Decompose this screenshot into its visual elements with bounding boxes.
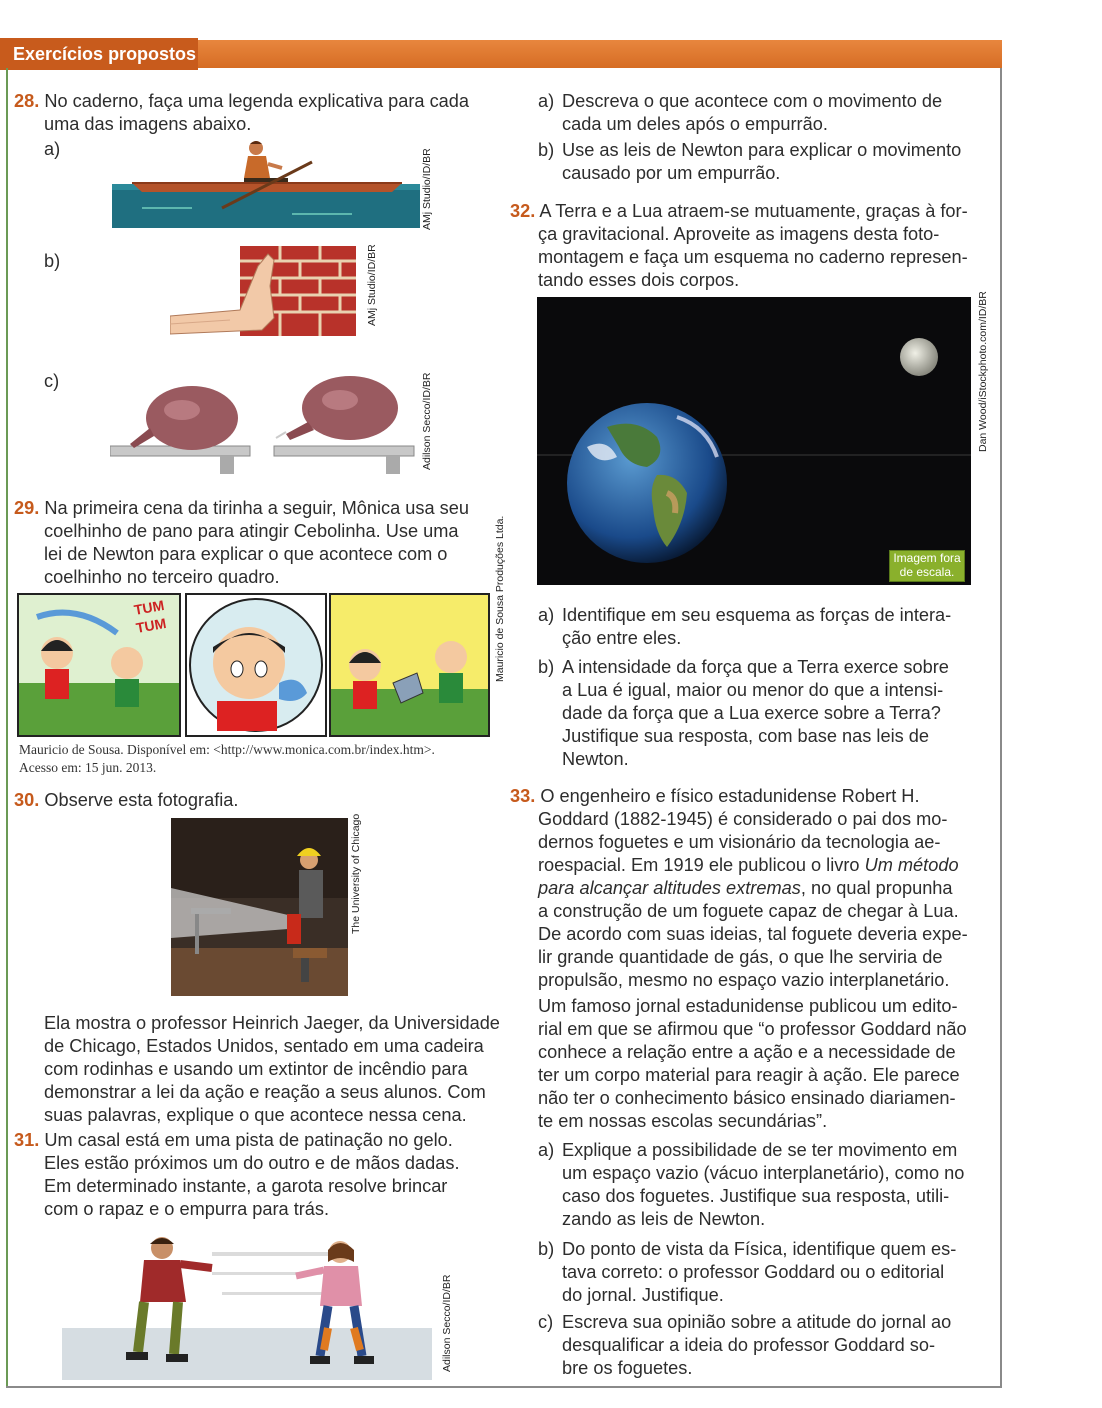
hand-wall-illustration (170, 246, 360, 336)
q32-b-line2: a Lua é igual, maior ou menor do que a intensi- (562, 680, 944, 700)
section-title: Exercícios propostos (0, 38, 198, 70)
balloon-illustration (110, 366, 416, 474)
q33-c-line1: Escreva sua opinião sobre a atitude do jornal ao (562, 1312, 952, 1332)
q31-line4: com o rapaz e o empurra para trás. (44, 1199, 330, 1219)
q33-c-label: c) (538, 1312, 554, 1332)
q31-line3: Em determinado instante, a garota resolve brincar (44, 1176, 448, 1196)
q33-line4 (538, 854, 959, 877)
q31-line2: Eles estão próximos um do outro e de mãos dadas. (44, 1153, 460, 1173)
q33-line4-text: roespacial. Em 1919 ele publicou o livro (538, 855, 865, 875)
q30-line4: com rodinhas e usando um extintor de incêndio para (44, 1059, 468, 1079)
q33-a-line3: caso dos foguetes. Justifique sua resposta, utili- (562, 1186, 950, 1206)
q30-line5: demonstrar a lei da ação e reação a seus alunos. Com (44, 1082, 486, 1102)
q31-a-line1: Descreva o que acontece com o movimento de (562, 91, 943, 111)
badge-line2: de escala. (899, 565, 955, 579)
q33-line15: te em nossas escolas secundárias”. (538, 1111, 828, 1131)
q33-b-line3: do jornal. Justifique. (562, 1285, 724, 1305)
q33-line11: rial em que se afirmou que “o professor Goddard não (538, 1019, 967, 1039)
credit-28b: AMj Studio/ID/BR (366, 244, 378, 326)
frame-left (6, 68, 8, 1386)
q33-b-line1: Do ponto de vista da Física, identifique quem es- (562, 1239, 957, 1259)
q33-line5 (538, 877, 953, 900)
q32-b-label: b) (538, 657, 555, 677)
q29-text1: Na primeira cena da tirinha a seguir, Mônica usa seu (44, 498, 469, 518)
q33-line9: propulsão, mesmo no espaço vazio interplanetário. (538, 970, 950, 990)
tum-text-1: TUM (132, 596, 166, 618)
badge-line1: Imagem fora (893, 551, 961, 565)
q30-line6: suas palavras, explique o que acontece nessa cena. (44, 1105, 467, 1125)
q33-a-label: a) (538, 1140, 555, 1160)
q33-line3: dernos foguetes e um visionário da tecnologia ae- (538, 832, 941, 852)
skaters-illustration (62, 1232, 432, 1380)
q33-line12: conhece a relação entre a ação e a necessidade de (538, 1042, 956, 1062)
q28-line1 (14, 90, 469, 113)
q33-line5-suffix: , no qual propunha (800, 878, 953, 898)
q33-c-line3: bre os foguetes. (562, 1358, 693, 1378)
q31-a-label: a) (538, 91, 555, 111)
q32-line2: ça gravitacional. Aproveite as imagens desta foto- (538, 224, 940, 244)
q33-book-title-b: para alcançar altitudes extremas (538, 878, 801, 898)
q32-b-line4: Justifique sua resposta, com base nas leis de (562, 726, 929, 746)
q29-line4: coelhinho no terceiro quadro. (44, 567, 280, 587)
q30-line3: de Chicago, Estados Unidos, sentado em uma cadeira (44, 1036, 484, 1056)
q29-line3: lei de Newton para explicar o que acontece com o (44, 544, 448, 564)
q33-line10: Um famoso jornal estadunidense publicou um edito- (538, 996, 958, 1016)
q32-line4: tando esses dois corpos. (538, 270, 740, 290)
rowing-illustration (112, 136, 420, 228)
q33-line8: lir grande quantidade de gás, o que lhe serviria de (538, 947, 943, 967)
q29-line2: coelhinho de pano para atingir Cebolinha. Use uma (44, 521, 459, 541)
credit-29: Mauricio de Sousa Produções Ltda. (494, 515, 506, 682)
q32-a-line2: ção entre eles. (562, 628, 682, 648)
q33-b-line2: tava correto: o professor Goddard ou o editorial (562, 1262, 945, 1282)
jaeger-photo (171, 818, 348, 996)
q33-b-label: b) (538, 1239, 555, 1259)
q28-text1: No caderno, faça uma legenda explicativa para cada (44, 91, 470, 111)
credit-32: Dan Wood/iStockphoto.com/ID/BR (977, 291, 989, 452)
q31-b-line2: causado por um empurrão. (562, 163, 781, 183)
q32-number: 32. (510, 201, 536, 221)
q33-line14: não ter o conhecimento básico ensinado diariamen- (538, 1088, 956, 1108)
q33-a-line1: Explique a possibilidade de se ter movimento em (562, 1140, 958, 1160)
q33-line2: Goddard (1882-1945) é considerado o pai dos mo- (538, 809, 948, 829)
q32-b-line5: Newton. (562, 749, 629, 769)
q30-number: 30. (14, 790, 40, 810)
q32-b-line3: dade da força que a Lua exerce sobre a Terra? (562, 703, 941, 723)
q33-line7: De acordo com suas ideias, tal foguete deveria expe- (538, 924, 968, 944)
q33-number: 33. (510, 786, 536, 806)
q33-line13: ter um corpo material para reagir à ação. Ele parece (538, 1065, 960, 1085)
q33-a-line4: zando as leis de Newton. (562, 1209, 766, 1229)
q28-c-label: c) (44, 371, 60, 391)
q32-a-line1: Identifique em seu esquema as forças de intera- (562, 605, 952, 625)
q32-a-label: a) (538, 605, 555, 625)
q28-line2: uma das imagens abaixo. (44, 114, 252, 134)
tum-text-2: TUM (134, 614, 168, 636)
q32-text1: A Terra e a Lua atraem-se mutuamente, graças à for- (539, 201, 968, 221)
q32-line1 (510, 200, 968, 223)
q28-number: 28. (14, 91, 40, 111)
q31-a-line2: cada um deles após o empurrão. (562, 114, 828, 134)
q30-line2: Ela mostra o professor Heinrich Jaeger, da Universidade (44, 1013, 500, 1033)
credit-30: The University of Chicago (350, 813, 362, 934)
q30-title: Observe esta fotografia. (44, 790, 239, 810)
q32-line3: montagem e faça um esquema no caderno represen- (538, 247, 968, 267)
q29-line1 (14, 497, 469, 520)
q28-b-label: b) (44, 251, 61, 271)
q31-b-label: b) (538, 140, 555, 160)
q31-line1 (14, 1129, 453, 1152)
q33-c-line2: desqualificar a ideia do professor Goddard so- (562, 1335, 936, 1355)
q31-b-line1: Use as leis de Newton para explicar o movimento (562, 140, 962, 160)
q33-line6: a construção de um foguete capaz de chegar à Lua. (538, 901, 959, 921)
q31-number: 31. (14, 1130, 40, 1150)
q30-line1 (14, 789, 238, 812)
earth-moon-photo (537, 297, 971, 585)
credit-28a: AMj Studio/ID/BR (421, 148, 433, 230)
credit-28c: Adilson Secco/ID/BR (421, 372, 433, 470)
frame-right (1000, 68, 1002, 1386)
q33-a-line2: um espaço vazio (vácuo interplanetário), como no (562, 1163, 965, 1183)
frame-bottom (6, 1386, 1002, 1388)
q32-b-line1: A intensidade da força que a Terra exerce sobre (562, 657, 949, 677)
comic-strip (17, 593, 490, 737)
q29-number: 29. (14, 498, 40, 518)
scale-badge (889, 550, 965, 582)
q28-a-label: a) (44, 139, 61, 159)
q33-text1: O engenheiro e físico estadunidense Robert H. (540, 786, 920, 806)
q33-line1 (510, 785, 920, 808)
comic-source-line1: Mauricio de Sousa. Disponível em: <http://www.monica.com.br/index.htm>. (19, 742, 435, 757)
q31-text1: Um casal está em uma pista de patinação no gelo. (44, 1130, 453, 1150)
q33-book-title-a: Um método (864, 855, 959, 875)
credit-31: Adilson Secco/ID/BR (441, 1274, 453, 1372)
comic-source-line2: Acesso em: 15 jun. 2013. (19, 760, 157, 775)
